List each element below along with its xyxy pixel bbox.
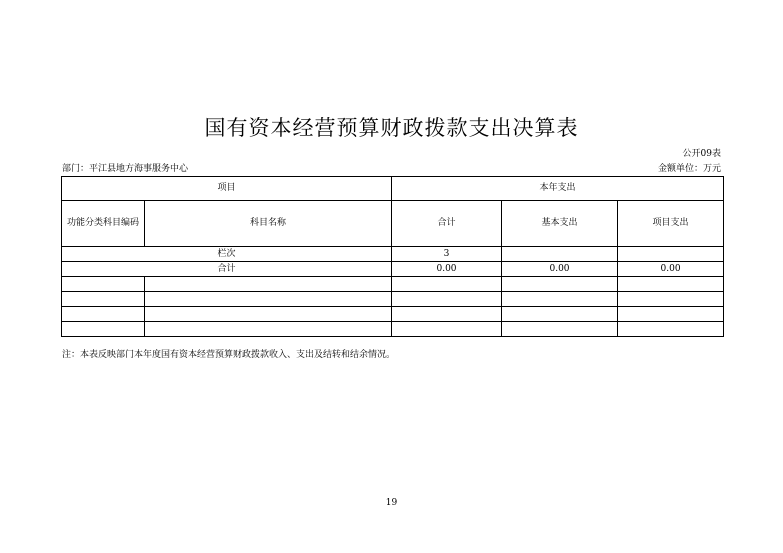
empty-cell bbox=[145, 292, 392, 307]
table-row-empty bbox=[62, 307, 724, 322]
empty-cell bbox=[62, 322, 145, 337]
sum-basic: 0.00 bbox=[502, 262, 618, 277]
empty-cell bbox=[145, 277, 392, 292]
empty-cell bbox=[502, 322, 618, 337]
empty-cell bbox=[618, 307, 724, 322]
empty-cell bbox=[62, 292, 145, 307]
empty-cell bbox=[618, 322, 724, 337]
empty-cell bbox=[618, 277, 724, 292]
footnote: 注：本表反映部门本年度国有资本经营预算财政拨款收入、支出及结转和结余情况。 bbox=[62, 350, 396, 360]
department-label: 部门：平江县地方海事服务中心 bbox=[62, 164, 189, 174]
lanci-project bbox=[618, 247, 724, 262]
page-title: 国有资本经营预算财政拨款支出决算表 bbox=[204, 116, 579, 140]
lanci-total: 3 bbox=[392, 247, 502, 262]
table-header-row bbox=[62, 177, 724, 201]
page-number: 19 bbox=[385, 498, 398, 508]
form-number: 公开09表 bbox=[682, 149, 721, 159]
empty-cell bbox=[392, 292, 502, 307]
lanci-basic bbox=[502, 247, 618, 262]
empty-cell bbox=[502, 277, 618, 292]
header-name: 科目名称 bbox=[145, 201, 392, 247]
table-subheader-row bbox=[62, 201, 724, 247]
empty-cell bbox=[392, 322, 502, 337]
header-project: 项目支出 bbox=[618, 201, 724, 247]
empty-cell bbox=[618, 292, 724, 307]
sum-project: 0.00 bbox=[618, 262, 724, 277]
lanci-label: 栏次 bbox=[62, 247, 392, 262]
empty-cell bbox=[145, 322, 392, 337]
header-current-year: 本年支出 bbox=[392, 177, 724, 201]
empty-cell bbox=[145, 307, 392, 322]
table-row-empty bbox=[62, 277, 724, 292]
table-row-empty bbox=[62, 322, 724, 337]
empty-cell bbox=[502, 307, 618, 322]
empty-cell bbox=[392, 277, 502, 292]
header-item: 项目 bbox=[62, 177, 392, 201]
table-row-lanci bbox=[62, 247, 724, 262]
empty-cell bbox=[62, 277, 145, 292]
empty-cell bbox=[62, 307, 145, 322]
unit-label: 金额单位：万元 bbox=[657, 164, 721, 174]
table-row-sum bbox=[62, 262, 724, 277]
empty-cell bbox=[502, 292, 618, 307]
sum-total: 0.00 bbox=[392, 262, 502, 277]
header-basic: 基本支出 bbox=[502, 201, 618, 247]
header-code: 功能分类科目编码 bbox=[62, 201, 145, 247]
empty-cell bbox=[392, 307, 502, 322]
sum-label: 合计 bbox=[62, 262, 392, 277]
header-total: 合计 bbox=[392, 201, 502, 247]
expenditure-table bbox=[61, 176, 724, 337]
table-row-empty bbox=[62, 292, 724, 307]
